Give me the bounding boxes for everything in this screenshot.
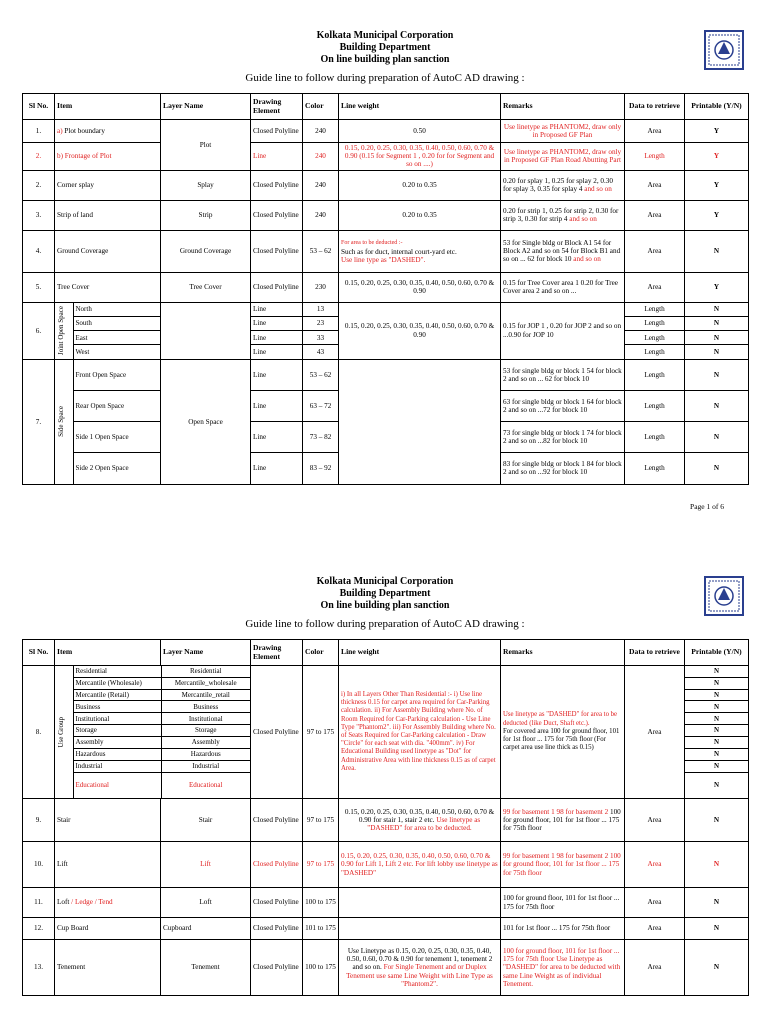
table-row — [23, 940, 749, 996]
cell-element: Line — [251, 316, 303, 330]
cell-data: Length — [625, 422, 685, 453]
cell-print: Y — [685, 143, 749, 171]
col-layer: Layer Name — [161, 640, 251, 666]
cell-weight — [339, 888, 501, 918]
print-flag: N — [685, 689, 748, 701]
cell-weight: Use Linetype as 0.15, 0.20, 0.25, 0.30, 0.35, 0.40, 0.50, 0.60, 0.70 & 0.90 for tenement 1, tenement 2 and so on. For Single Tenement and or Duplex Tenement use same Line Weight with Line Type as "Phantom2". — [339, 940, 501, 996]
cell-remarks: Use linetype as "DASHED" for area to be deducted (like Duct, Shaft etc.). For covered area 100 for ground floor, 101 for 1st floor ... 175 for 75th floor (For carpet area use line thick as 0.15) — [501, 666, 625, 799]
col-sl: Sl No. — [23, 94, 55, 120]
cell-remarks: 0.15 for JOP 1 , 0.20 for JOP 2 and so on ...0.90 for JOP 10 — [501, 302, 625, 359]
col-color: Color — [303, 94, 339, 120]
cell-item: a) Plot boundary — [55, 120, 161, 143]
cell-print: N — [685, 316, 749, 330]
cell-remarks: 99 for basement 1 98 for basement 2 100 for ground floor, 101 for 1st floor ... 175 for 75th floor — [501, 799, 625, 842]
cell-weight — [339, 918, 501, 940]
table-header-row — [23, 640, 749, 666]
cell-element: Closed Polyline — [251, 170, 303, 200]
cell-data: Area — [625, 842, 685, 888]
cell-data: Area — [625, 170, 685, 200]
cell-element: Line — [251, 422, 303, 453]
print-flag: N — [685, 748, 748, 760]
cell-print-group — [685, 666, 749, 799]
guideline-table-1 — [22, 93, 749, 485]
sub-item-rear: Rear Open Space — [73, 391, 160, 422]
cell-item-group — [55, 359, 161, 484]
cell-element: Line — [251, 390, 303, 421]
cell-data: Area — [625, 200, 685, 230]
use-item: Business — [73, 701, 161, 713]
dept-name: Building Department — [339, 588, 431, 599]
cell-sl: 12. — [23, 918, 55, 940]
cell-sl: 8. — [23, 666, 55, 799]
cell-sl: 5. — [23, 272, 55, 302]
cell-data: Length — [625, 302, 685, 316]
cell-layer: Stair — [161, 799, 251, 842]
cell-color: 230 — [303, 272, 339, 302]
cell-item: Corner splay — [55, 170, 161, 200]
cell-color: 240 — [303, 200, 339, 230]
cell-remarks: 100 for ground floor, 101 for 1st floor ... 175 for 75th floor Use Linetype as "DASHED" for area to be deducted with same Line Weight as of individual Tenement. — [501, 940, 625, 996]
use-item: Hazardous — [73, 748, 161, 760]
print-flag: N — [685, 736, 748, 748]
table-row — [23, 120, 749, 143]
cell-remarks: 101 for 1st floor ... 175 for 75th floor — [501, 918, 625, 940]
cell-data: Area — [625, 272, 685, 302]
sub-item-west: West — [73, 345, 160, 359]
table-row — [23, 918, 749, 940]
col-item: Item — [55, 640, 161, 666]
use-layer: Business — [161, 701, 250, 713]
kmc-logo-icon — [704, 30, 744, 70]
table-row — [23, 842, 749, 888]
cell-layer: Tree Cover — [161, 272, 251, 302]
use-item: Mercantile (Retail) — [73, 689, 161, 701]
cell-layer: Cupboard — [161, 918, 251, 940]
cell-color: 43 — [303, 345, 339, 359]
cell-print: N — [685, 302, 749, 316]
cell-weight: For area to be deducted :- Such as for duct, internal court-yard etc. Use line type as "DASHED". — [339, 230, 501, 272]
cell-element: Closed Polyline — [251, 200, 303, 230]
cell-item: Tree Cover — [55, 272, 161, 302]
cell-data: Area — [625, 940, 685, 996]
use-item: Institutional — [73, 713, 161, 725]
cell-data: Area — [625, 888, 685, 918]
cell-print: N — [685, 799, 749, 842]
cell-sl: 6. — [23, 302, 55, 359]
page-1 — [22, 30, 748, 485]
print-flag: N — [685, 701, 748, 713]
cell-data: Length — [625, 453, 685, 484]
use-item: Assembly — [73, 736, 161, 748]
cell-element: Closed Polyline — [251, 799, 303, 842]
cell-remarks: Use linetype as PHANTOM2, draw only in Proposed GF Plan — [501, 120, 625, 143]
cell-color: 53 – 62 — [303, 359, 339, 390]
cell-remarks: Use linetype as PHANTOM2, draw only in Proposed GF Plan Road Abutting Part — [501, 143, 625, 171]
use-item: Educational — [73, 772, 161, 798]
cell-color: 100 to 175 — [303, 940, 339, 996]
col-data: Data to retrieve — [625, 94, 685, 120]
cell-data: Length — [625, 345, 685, 359]
col-weight: Line weight — [339, 94, 501, 120]
cell-sl: 4. — [23, 230, 55, 272]
cell-sl: 11. — [23, 888, 55, 918]
cell-print: N — [685, 331, 749, 345]
cell-element: Line — [251, 345, 303, 359]
cell-remarks: 83 for single bldg or block 1 84 for block 2 and so on ...92 for block 10 — [501, 453, 625, 484]
cell-layer: Splay — [161, 170, 251, 200]
cell-element: Line — [251, 331, 303, 345]
cell-remarks: 0.20 for splay 1, 0.25 for splay 2, 0.30 for splay 3, 0.35 for splay 4 and so on — [501, 170, 625, 200]
cell-remarks: 0.20 for strip 1, 0.25 for strip 2, 0.30 for strip 3, 0.30 for strip 4 and so on — [501, 200, 625, 230]
col-layer: Layer Name — [161, 94, 251, 120]
col-print: Printable (Y/N) — [685, 640, 749, 666]
cell-print: N — [685, 230, 749, 272]
cell-weight: 0.15, 0.20, 0.25, 0.30, 0.35, 0.40, 0.50, 0.60, 0.70 & 0.90 — [339, 302, 501, 359]
sub-item-side2: Side 2 Open Space — [73, 453, 160, 484]
cell-element: Closed Polyline — [251, 666, 303, 799]
dept-name: Building Department — [339, 42, 431, 53]
org-name: Kolkata Municipal Corporation — [316, 576, 454, 587]
cell-sl: 2. — [23, 170, 55, 200]
use-layer: Educational — [161, 772, 250, 798]
cell-color: 240 — [303, 170, 339, 200]
cell-layer: Tenement — [161, 940, 251, 996]
cell-layer — [161, 302, 251, 359]
cell-color: 101 to 175 — [303, 918, 339, 940]
cell-item: Lift — [55, 842, 161, 888]
cell-print: N — [685, 359, 749, 390]
print-flag: N — [685, 725, 748, 737]
cell-color: 23 — [303, 316, 339, 330]
page-number: Page 1 of 6 — [690, 502, 724, 511]
side-space-label: Side Space — [55, 360, 73, 484]
cell-data: Length — [625, 390, 685, 421]
cell-print: Y — [685, 170, 749, 200]
col-element: Drawing Element — [251, 94, 303, 120]
sub-item-side1: Side 1 Open Space — [73, 422, 160, 453]
cell-item: Tenement — [55, 940, 161, 996]
cell-data: Length — [625, 359, 685, 390]
print-flag: N — [685, 760, 748, 772]
cell-layer: Loft — [161, 888, 251, 918]
cell-element: Closed Polyline — [251, 940, 303, 996]
use-layer: Industrial — [161, 760, 250, 772]
cell-sl: 10. — [23, 842, 55, 888]
cell-weight: 0.15, 0.20, 0.25, 0.30, 0.35, 0.40, 0.50, 0.60, 0.70 & 0.90 — [339, 272, 501, 302]
cell-print: N — [685, 390, 749, 421]
cell-print: N — [685, 453, 749, 484]
col-print: Printable (Y/N) — [685, 94, 749, 120]
cell-sl: 2. — [23, 143, 55, 171]
col-remarks: Remarks — [501, 94, 625, 120]
guide-heading: Guide line to follow during preparation of AutoC AD drawing : — [245, 618, 525, 630]
cell-data: Length — [625, 316, 685, 330]
cell-color: 97 to 175 — [303, 799, 339, 842]
cell-weight — [339, 359, 501, 484]
col-sl: Sl No. — [23, 640, 55, 666]
cell-data: Area — [625, 120, 685, 143]
cell-item-group — [55, 302, 161, 359]
doc-title: On line building plan sanction — [320, 600, 450, 611]
cell-layer: Plot — [161, 120, 251, 171]
table-row — [23, 799, 749, 842]
cell-data: Length — [625, 143, 685, 171]
doc-title: On line building plan sanction — [320, 54, 450, 65]
cell-sl: 1. — [23, 120, 55, 143]
guideline-table-2 — [22, 639, 749, 996]
cell-data: Area — [625, 230, 685, 272]
cell-element: Line — [251, 302, 303, 316]
cell-item: Stair — [55, 799, 161, 842]
cell-weight: 0.15, 0.20, 0.25, 0.30, 0.35, 0.40, 0.50, 0.60, 0.70 & 0.90 (0.15 for Segment 1 , 0.20 for for Segment and so on ....) — [339, 143, 501, 171]
cell-element: Closed Polyline — [251, 918, 303, 940]
kmc-logo-icon — [704, 576, 744, 616]
use-layer: Residential — [161, 666, 250, 677]
cell-element: Line — [251, 143, 303, 171]
cell-color: 97 to 175 — [303, 842, 339, 888]
col-data: Data to retrieve — [625, 640, 685, 666]
cell-color: 83 – 92 — [303, 453, 339, 484]
table-row — [23, 666, 749, 799]
cell-weight: 0.15, 0.20, 0.25, 0.30, 0.35, 0.40, 0.50, 0.60, 0.70 & 0.90 for Lift 1, Lift 2 etc. For lift lobby use linetype as "DASHED" — [339, 842, 501, 888]
cell-print: Y — [685, 120, 749, 143]
cell-remarks: 73 for single bldg or block 1 74 for block 2 and so on ...82 for block 10 — [501, 422, 625, 453]
cell-print: N — [685, 422, 749, 453]
cell-element: Closed Polyline — [251, 842, 303, 888]
cell-print: N — [685, 940, 749, 996]
table-row — [23, 200, 749, 230]
cell-item: Strip of land — [55, 200, 161, 230]
cell-sl: 13. — [23, 940, 55, 996]
page-2 — [22, 576, 748, 996]
table-row — [23, 359, 749, 390]
cell-element: Closed Polyline — [251, 272, 303, 302]
joint-open-space-label: Joint Open Space — [55, 303, 73, 359]
cell-element: Line — [251, 453, 303, 484]
cell-color: 240 — [303, 120, 339, 143]
use-item: Storage — [73, 725, 161, 737]
use-layer: Mercantile_wholesale — [161, 677, 250, 689]
print-flag: N — [685, 677, 748, 689]
cell-weight: 0.20 to 0.35 — [339, 170, 501, 200]
cell-color: 63 – 72 — [303, 390, 339, 421]
col-item: Item — [55, 94, 161, 120]
cell-weight: 0.20 to 0.35 — [339, 200, 501, 230]
cell-print: N — [685, 842, 749, 888]
use-group-label: Use Group — [55, 666, 73, 798]
cell-data: Area — [625, 799, 685, 842]
org-name: Kolkata Municipal Corporation — [316, 30, 454, 41]
sub-item-north: North — [73, 303, 160, 317]
table-row — [23, 143, 749, 171]
cell-data: Area — [625, 666, 685, 799]
table-row — [23, 272, 749, 302]
cell-use-group — [55, 666, 251, 799]
cell-sl: 3. — [23, 200, 55, 230]
cell-remarks: 63 for single bldg or block 1 64 for block 2 and so on ...72 for block 10 — [501, 390, 625, 421]
sub-item-south: South — [73, 316, 160, 330]
cell-sl: 9. — [23, 799, 55, 842]
cell-weight: 0.50 — [339, 120, 501, 143]
use-item: Residential — [73, 666, 161, 677]
cell-weight: 0.15, 0.20, 0.25, 0.30, 0.35, 0.40, 0.50, 0.60, 0.70 & 0.90 for stair 1, stair 2 etc. Use linetype as "DASHED" for area to be deducted. — [339, 799, 501, 842]
cell-color: 97 to 175 — [303, 666, 339, 799]
cell-layer: Ground Coverage — [161, 230, 251, 272]
cell-element: Closed Polyline — [251, 888, 303, 918]
table-row — [23, 888, 749, 918]
print-flag: N — [685, 772, 748, 798]
cell-print: Y — [685, 272, 749, 302]
cell-layer: Lift — [161, 842, 251, 888]
cell-remarks: 53 for Single bldg or Block A1 54 for Block A2 and so on 54 for Block B1 and so on ... 62 for block 10 and so on — [501, 230, 625, 272]
cell-color: 73 – 82 — [303, 422, 339, 453]
use-item: Industrial — [73, 760, 161, 772]
col-weight: Line weight — [339, 640, 501, 666]
use-layer: Storage — [161, 725, 250, 737]
cell-remarks: 53 for single bldg or block 1 54 for block 2 and so on ... 62 for block 10 — [501, 359, 625, 390]
sub-item-front: Front Open Space — [73, 360, 160, 391]
cell-print: N — [685, 918, 749, 940]
use-layer: Mercantile_retail — [161, 689, 250, 701]
cell-item: b) Frontage of Plot — [55, 143, 161, 171]
print-flag: N — [685, 666, 748, 677]
cell-color: 53 – 62 — [303, 230, 339, 272]
cell-remarks: 100 for ground floor, 101 for 1st floor ... 175 for 75th floor — [501, 888, 625, 918]
print-flag: N — [685, 713, 748, 725]
cell-layer: Open Space — [161, 359, 251, 484]
use-layer: Assembly — [161, 736, 250, 748]
sub-item-east: East — [73, 331, 160, 345]
col-remarks: Remarks — [501, 640, 625, 666]
use-layer: Institutional — [161, 713, 250, 725]
table-row — [23, 170, 749, 200]
cell-layer: Strip — [161, 200, 251, 230]
cell-item: Cup Board — [55, 918, 161, 940]
use-layer: Hazardous — [161, 748, 250, 760]
cell-element: Closed Polyline — [251, 120, 303, 143]
table-row — [23, 302, 749, 316]
cell-remarks: 99 for basement 1 98 for basement 2 100 for ground floor, 101 for 1st floor ... 175 for 75th floor — [501, 842, 625, 888]
cell-data: Area — [625, 918, 685, 940]
cell-color: 240 — [303, 143, 339, 171]
cell-sl: 7. — [23, 359, 55, 484]
table-row — [23, 230, 749, 272]
cell-color: 13 — [303, 302, 339, 316]
guide-heading: Guide line to follow during preparation of AutoC AD drawing : — [245, 72, 525, 84]
cell-item: Loft / Ledge / Tend — [55, 888, 161, 918]
cell-item: Ground Coverage — [55, 230, 161, 272]
table-header-row — [23, 94, 749, 120]
use-item: Mercantile (Wholesale) — [73, 677, 161, 689]
cell-color: 33 — [303, 331, 339, 345]
col-element: Drawing Element — [251, 640, 303, 666]
cell-print: Y — [685, 200, 749, 230]
cell-element: Line — [251, 359, 303, 390]
cell-element: Closed Polyline — [251, 230, 303, 272]
cell-remarks: 0.15 for Tree Cover area 1 0.20 for Tree Cover area 2 and so on ... — [501, 272, 625, 302]
cell-color: 100 to 175 — [303, 888, 339, 918]
cell-weight: i) In all Layers Other Than Residential :- i) Use line thickness 0.15 for carpet area required for Car-Parking calculation. ii) For Assembly Building where No. of Room Required for Car-Parking calculation - Use Line Type "Phantom2". iii) For Assembly Building where No. of Seats Required for Car-Parking calculation - Draw "Circle" for each seat with dia. "400mm". iv) For Educational Building used linetype as "Dot" for Administrative Area with line thickness 0.15 as of carpet Area. — [339, 666, 501, 799]
col-color: Color — [303, 640, 339, 666]
cell-print: N — [685, 345, 749, 359]
cell-print: N — [685, 888, 749, 918]
cell-data: Length — [625, 331, 685, 345]
